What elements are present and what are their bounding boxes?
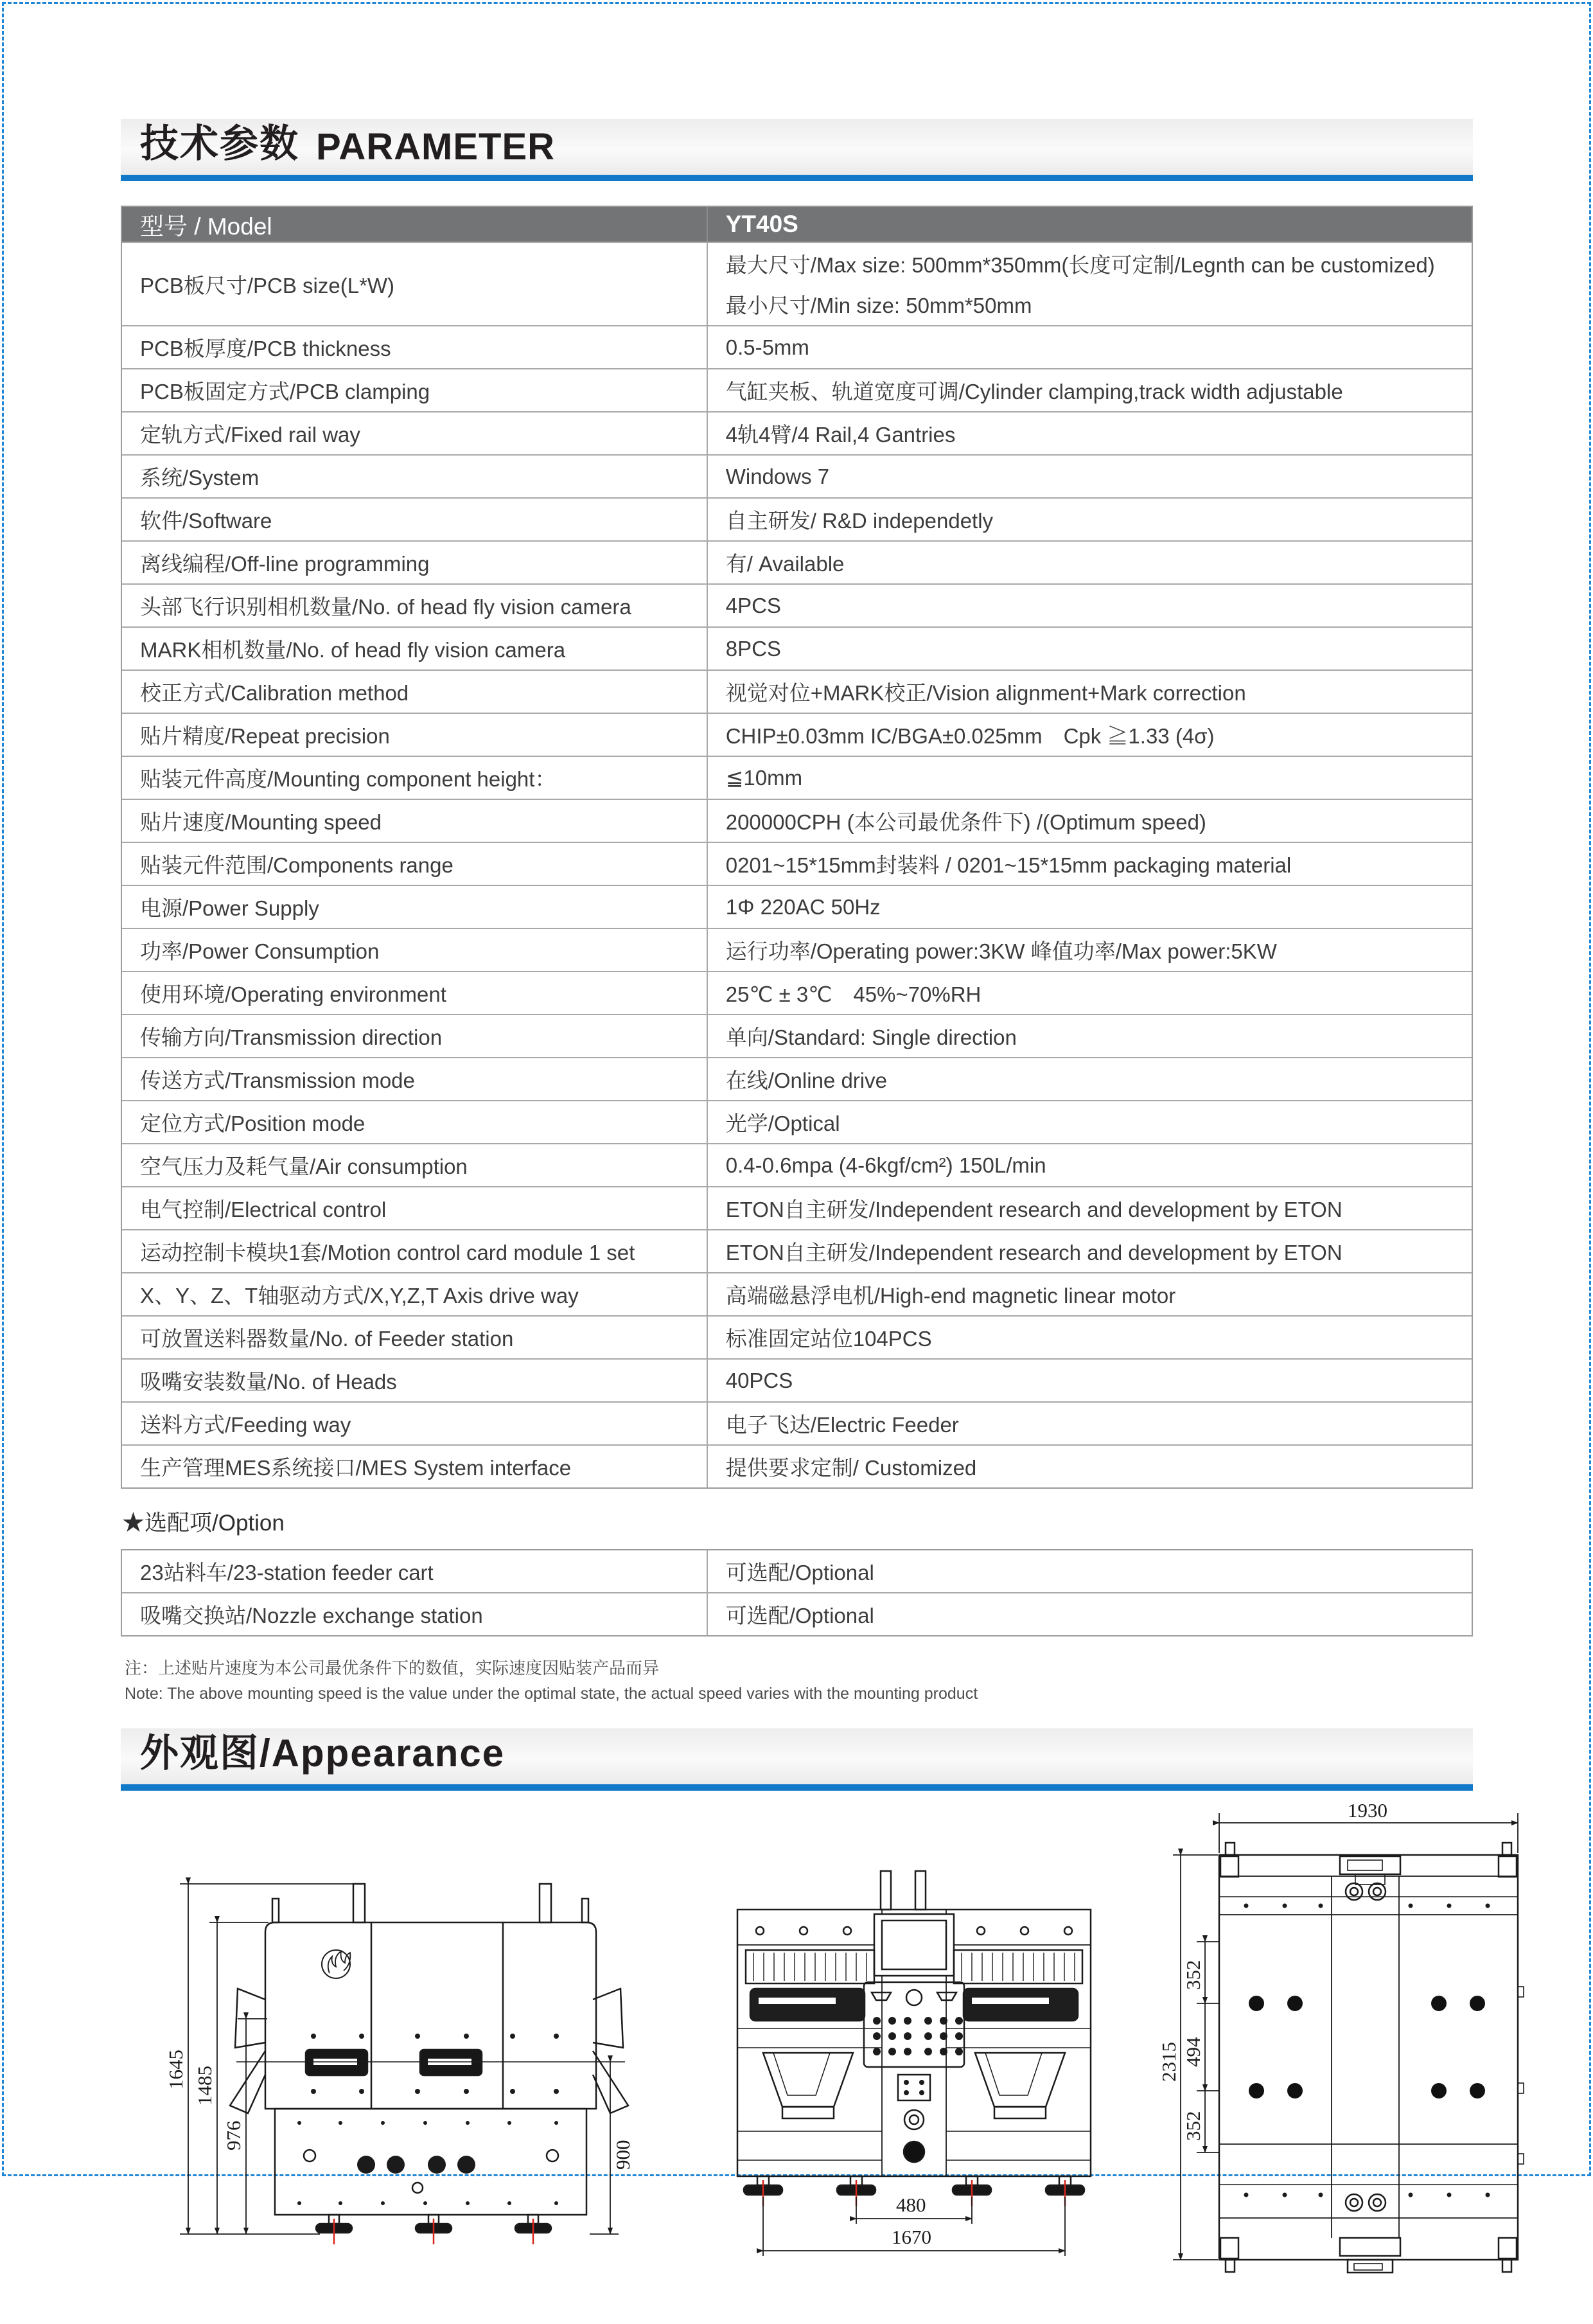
table-row [122, 971, 1472, 1014]
param-value: 在线/Online drive [707, 1058, 1472, 1100]
table-row [122, 497, 1472, 540]
table-row [122, 325, 1472, 368]
footnote-zh: 注：上述贴片速度为本公司最优条件下的数值，实际速度因贴装产品而异 [125, 1658, 660, 1678]
front-view-drawing [140, 1836, 647, 2279]
section-title-zh: 技术参数 [140, 122, 299, 165]
table-row [122, 842, 1472, 885]
param-label: PCB板尺寸/PCB size(L*W) [140, 273, 395, 297]
param-label: 可放置送料器数量/No. of Feeder station [140, 1327, 514, 1351]
param-label: 吸嘴安装数量/No. of Heads [140, 1370, 397, 1394]
param-value: 有/ Available [707, 542, 1472, 583]
param-value: 0.5-5mm [707, 326, 1472, 368]
param-value: 自主研发/ R&D independetly [707, 499, 1472, 540]
param-value: ETON自主研发/Independent research and development by ETON [707, 1187, 1472, 1229]
table-row [122, 928, 1472, 971]
param-value: 4PCS [707, 585, 1472, 626]
param-label: 定位方式/Position mode [140, 1112, 365, 1135]
param-value: 1Φ 220AC 50Hz [707, 886, 1472, 928]
model-header-value: YT40S [707, 207, 1472, 242]
param-label: PCB板固定方式/PCB clamping [140, 380, 430, 404]
table-row [122, 1315, 1472, 1358]
dim-label-900: 900 [612, 2140, 634, 2170]
param-value: ETON自主研发/Independent research and development by ETON [707, 1230, 1472, 1272]
table-row [122, 885, 1472, 928]
param-value: 40PCS [707, 1360, 1472, 1401]
table-row [122, 1444, 1472, 1487]
dim-label-1670: 1670 [892, 2226, 931, 2248]
model-header-label: 型号 / Model [140, 213, 272, 240]
dim-label-494: 494 [1182, 2037, 1204, 2067]
param-label: 头部飞行识别相机数量/No. of head fly vision camera [140, 595, 631, 619]
spec-table [121, 206, 1473, 1489]
param-label: PCB板厚度/PCB thickness [140, 337, 391, 360]
appearance-title: 外观图/Appearance [140, 1732, 506, 1775]
param-value: 标准固定站位104PCS [707, 1317, 1472, 1358]
table-row [122, 1100, 1472, 1143]
option-value: 可选配/Optional [707, 1550, 1472, 1592]
param-label: 贴片速度/Mounting speed [140, 810, 382, 834]
param-label: 贴装元件范围/Components range [140, 853, 453, 877]
param-value: 单向/Standard: Single direction [707, 1015, 1472, 1057]
section-title-en: PARAMETER [316, 126, 556, 168]
param-value: Windows 7 [707, 456, 1472, 497]
param-label: 校正方式/Calibration method [140, 681, 409, 705]
param-label: X、Y、Z、T轴驱动方式/X,Y,Z,T Axis drive way [140, 1284, 579, 1308]
option-label: 23站料车/23-station feeder cart [140, 1561, 434, 1584]
param-label: 传输方向/Transmission direction [140, 1025, 443, 1049]
dim-label-352-bottom: 352 [1182, 2111, 1204, 2141]
table-row [122, 670, 1472, 713]
param-value: 0.4-0.6mpa (4-6kgf/cm²) 150L/min [707, 1144, 1472, 1186]
table-row [122, 1401, 1472, 1444]
table-row [122, 1143, 1472, 1186]
footnote-en: Note: The above mounting speed is the value under the optimal state, the actual speed varies with the mounting product [125, 1685, 978, 1703]
param-value: CHIP±0.03mm IC/BGA±0.025mm Cpk ≧1.33 (4σ) [707, 714, 1472, 756]
param-label: 运动控制卡模块1套/Motion control card module 1 set [140, 1241, 635, 1264]
table-row [122, 1186, 1472, 1229]
table-row [122, 1550, 1472, 1592]
table-row [122, 454, 1472, 497]
param-label: 空气压力及耗气量/Air consumption [140, 1155, 468, 1178]
parameter-section-header [121, 119, 1473, 181]
table-row [122, 583, 1472, 626]
dim-label-1485: 1485 [193, 2066, 216, 2106]
param-value: 电子飞达/Electric Feeder [707, 1403, 1472, 1444]
param-label: 离线编程/Off-line programming [140, 552, 430, 576]
option-label: 吸嘴交换站/Nozzle exchange station [140, 1604, 483, 1628]
param-value: 光学/Optical [707, 1101, 1472, 1143]
dim-label-352-top: 352 [1182, 1960, 1204, 1990]
dim-label-2315: 2315 [1157, 2042, 1180, 2082]
param-label: MARK相机数量/No. of head fly vision camera [140, 638, 566, 662]
param-value: 提供要求定制/ Customized [707, 1446, 1472, 1487]
param-label: 贴装元件高度/Mounting component height： [140, 767, 556, 791]
param-value: 25℃ ± 3℃ 45%~70%RH [707, 972, 1472, 1014]
table-row [122, 242, 1472, 325]
param-label: 功率/Power Consumption [140, 939, 380, 963]
param-label: 软件/Software [140, 509, 272, 533]
param-value: 气缸夹板、轨道宽度可调/Cylinder clamping,track width adjustable [707, 369, 1472, 411]
table-row [122, 1592, 1472, 1635]
option-section-title: ★选配项/Option [122, 1511, 285, 1536]
spec-table-header-row [122, 207, 1472, 242]
dim-label-480: 480 [896, 2194, 926, 2216]
option-table [121, 1549, 1473, 1637]
param-value: 运行功率/Operating power:3KW 峰值功率/Max power:5KW [707, 929, 1472, 971]
param-label: 使用环境/Operating environment [140, 982, 446, 1006]
param-value: 高端磁悬浮电机/High-end magnetic linear motor [707, 1273, 1472, 1315]
table-row [122, 1057, 1472, 1100]
option-value: 可选配/Optional [707, 1593, 1472, 1635]
param-value-line: 最大尺寸/Max size: 500mm*350mm(长度可定制/Legnth can be customized) [725, 253, 1435, 277]
table-row [122, 799, 1472, 842]
param-label: 电气控制/Electrical control [140, 1198, 387, 1221]
page-content [121, 0, 1473, 2324]
dim-label-1930: 1930 [1348, 1799, 1387, 1822]
param-value: 8PCS [707, 628, 1472, 670]
table-row [122, 368, 1472, 411]
param-value: 4轨4臂/4 Rail,4 Gantries [707, 412, 1472, 454]
table-row [122, 626, 1472, 670]
appearance-section-header [121, 1728, 1473, 1791]
dim-label-976: 976 [222, 2120, 245, 2151]
top-view-drawing [1149, 1794, 1547, 2302]
table-row [122, 1272, 1472, 1315]
table-row [122, 756, 1472, 799]
param-value-line: 最小尺寸/Min size: 50mm*50mm [725, 294, 1032, 317]
param-label: 定轨方式/Fixed rail way [140, 423, 360, 447]
param-label: 生产管理MES系统接口/MES System interface [140, 1456, 572, 1480]
table-row [122, 1014, 1472, 1057]
param-value: 200000CPH (本公司最优条件下) /(Optimum speed) [707, 800, 1472, 842]
param-value: ≦10mm [707, 757, 1472, 799]
param-label: 送料方式/Feeding way [140, 1413, 351, 1437]
param-value: 视觉对位+MARK校正/Vision alignment+Mark correction [707, 671, 1472, 713]
param-value [707, 243, 1472, 325]
param-label: 传送方式/Transmission mode [140, 1069, 415, 1092]
table-row [122, 1229, 1472, 1272]
footnote [121, 1656, 1473, 1707]
param-label: 贴片精度/Repeat precision [140, 724, 390, 748]
front-view-b-drawing [689, 1836, 1139, 2279]
table-row [122, 411, 1472, 454]
param-value: 0201~15*15mm封装料 / 0201~15*15mm packaging material [707, 843, 1472, 885]
table-row [122, 713, 1472, 756]
appearance-drawings [121, 1791, 1540, 2324]
table-row [122, 540, 1472, 583]
param-label: 电源/Power Supply [140, 896, 319, 920]
dim-label-1645: 1645 [164, 2050, 187, 2089]
param-label: 系统/System [140, 466, 260, 490]
table-row [122, 1358, 1472, 1401]
